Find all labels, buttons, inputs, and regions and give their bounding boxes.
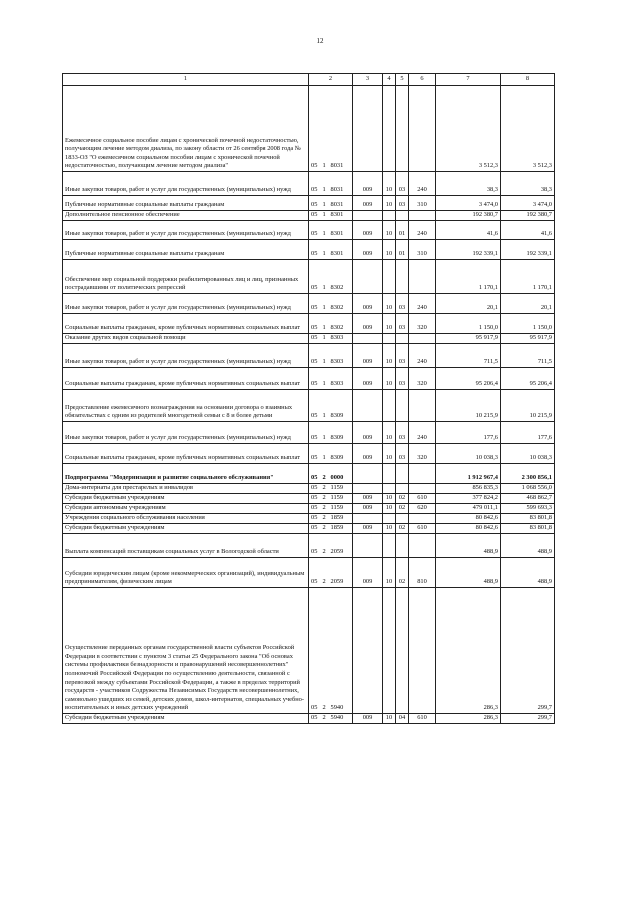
row-section-code: 05: [309, 494, 322, 504]
row-amount-1: 80 842,6: [436, 524, 501, 534]
table-row: [63, 504, 555, 514]
row-amount-1: 95 917,9: [436, 334, 501, 344]
row-amount-2: 10 038,3: [501, 444, 555, 464]
row-section-code: 05: [309, 240, 322, 260]
row-subsection-code: 1: [322, 240, 330, 260]
row-expense-type-code: [409, 260, 436, 294]
row-subchapter-code: [396, 334, 409, 344]
header-cell: 3: [353, 74, 383, 86]
row-amount-1: 286,3: [436, 588, 501, 714]
table-row: [63, 714, 555, 724]
row-amount-1: 10 215,9: [436, 390, 501, 422]
row-chapter-code: [383, 514, 396, 524]
row-section-code: 05: [309, 524, 322, 534]
row-subsection-code: 1: [322, 444, 330, 464]
row-amount-1: 41,6: [436, 221, 501, 240]
row-agency-code: 009: [353, 368, 383, 390]
row-section-code: 05: [309, 260, 322, 294]
header-cell: 7: [436, 74, 501, 86]
row-target-code: 8301: [330, 240, 353, 260]
row-name-cell: Подпрограмма "Модернизация и развитие социального обслуживания": [63, 464, 309, 484]
row-amount-1: 488,9: [436, 558, 501, 588]
row-subchapter-code: 03: [396, 294, 409, 314]
row-subsection-code: 2: [322, 514, 330, 524]
table-row: [63, 314, 555, 334]
row-chapter-code: [383, 260, 396, 294]
row-expense-type-code: 240: [409, 294, 436, 314]
row-subsection-code: 1: [322, 196, 330, 211]
row-amount-1: 3 474,0: [436, 196, 501, 211]
row-chapter-code: 10: [383, 524, 396, 534]
table-header-row: [63, 74, 555, 86]
row-subsection-code: 1: [322, 294, 330, 314]
row-chapter-code: 10: [383, 558, 396, 588]
row-chapter-code: 10: [383, 172, 396, 196]
row-name-cell: Субсидии бюджетным учреждениям: [63, 524, 309, 534]
row-amount-2: 10 215,9: [501, 390, 555, 422]
row-name-cell: Субсидии автономным учреждениям: [63, 504, 309, 514]
row-expense-type-code: 810: [409, 558, 436, 588]
row-expense-type-code: 240: [409, 344, 436, 368]
row-amount-1: 711,5: [436, 344, 501, 368]
row-expense-type-code: [409, 514, 436, 524]
row-subchapter-code: 02: [396, 504, 409, 514]
row-expense-type-code: 320: [409, 444, 436, 464]
row-section-code: 05: [309, 504, 322, 514]
table-row: [63, 334, 555, 344]
row-agency-code: 009: [353, 524, 383, 534]
row-expense-type-code: [409, 86, 436, 172]
row-target-code: 8301: [330, 221, 353, 240]
row-amount-1: 192 380,7: [436, 211, 501, 221]
row-amount-1: 95 206,4: [436, 368, 501, 390]
row-target-code: 8302: [330, 260, 353, 294]
row-chapter-code: 10: [383, 444, 396, 464]
table-row: [63, 390, 555, 422]
row-agency-code: [353, 514, 383, 524]
row-amount-2: 41,6: [501, 221, 555, 240]
row-target-code: 8031: [330, 196, 353, 211]
row-amount-1: 177,6: [436, 422, 501, 444]
row-subchapter-code: 03: [396, 314, 409, 334]
row-chapter-code: 10: [383, 504, 396, 514]
row-subchapter-code: [396, 211, 409, 221]
row-target-code: 1159: [330, 504, 353, 514]
page-number: 12: [316, 37, 324, 45]
row-section-code: 05: [309, 314, 322, 334]
row-section-code: 05: [309, 444, 322, 464]
row-chapter-code: [383, 534, 396, 558]
row-subchapter-code: 03: [396, 444, 409, 464]
row-name-cell: Субсидии юридическим лицам (кроме некоммерческих организаций), индивидуальным предпринимателям, физическим лицам: [63, 558, 309, 588]
row-subsection-code: 2: [322, 714, 330, 724]
row-amount-2: 2 300 856,1: [501, 464, 555, 484]
header-cell: 2: [309, 74, 353, 86]
table-row: [63, 422, 555, 444]
row-name-cell: Учреждения социального обслуживания населения: [63, 514, 309, 524]
row-target-code: 5940: [330, 588, 353, 714]
row-name-cell: Иные закупки товаров, работ и услуг для государственных (муниципальных) нужд: [63, 172, 309, 196]
row-chapter-code: [383, 390, 396, 422]
row-subsection-code: 2: [322, 534, 330, 558]
row-amount-1: 1 912 967,4: [436, 464, 501, 484]
row-amount-2: 1 068 556,0: [501, 484, 555, 494]
row-amount-1: 192 339,1: [436, 240, 501, 260]
row-subsection-code: 1: [322, 86, 330, 172]
table-row: [63, 86, 555, 172]
row-section-code: 05: [309, 368, 322, 390]
row-name-cell: Оказание других видов социальной помощи: [63, 334, 309, 344]
row-name-cell: Социальные выплаты гражданам, кроме публичных нормативных социальных выплат: [63, 368, 309, 390]
row-subsection-code: 1: [322, 211, 330, 221]
header-cell: 6: [409, 74, 436, 86]
table-row: [63, 558, 555, 588]
row-amount-2: 38,3: [501, 172, 555, 196]
row-section-code: 05: [309, 534, 322, 558]
row-chapter-code: 10: [383, 196, 396, 211]
row-agency-code: 009: [353, 494, 383, 504]
table-row: [63, 368, 555, 390]
row-agency-code: 009: [353, 196, 383, 211]
row-agency-code: 009: [353, 558, 383, 588]
row-subchapter-code: 02: [396, 524, 409, 534]
row-expense-type-code: [409, 484, 436, 494]
row-subchapter-code: [396, 260, 409, 294]
budget-table: [62, 73, 555, 724]
row-agency-code: [353, 484, 383, 494]
row-amount-1: 377 824,2: [436, 494, 501, 504]
row-chapter-code: [383, 484, 396, 494]
table-row: [63, 221, 555, 240]
row-subchapter-code: 03: [396, 422, 409, 444]
row-subchapter-code: [396, 86, 409, 172]
row-name-cell: Дополнительное пенсионное обеспечение: [63, 211, 309, 221]
row-target-code: 8031: [330, 172, 353, 196]
row-subsection-code: 1: [322, 172, 330, 196]
row-agency-code: 009: [353, 294, 383, 314]
row-chapter-code: 10: [383, 494, 396, 504]
row-subsection-code: 1: [322, 314, 330, 334]
row-name-cell: Иные закупки товаров, работ и услуг для государственных (муниципальных) нужд: [63, 294, 309, 314]
row-expense-type-code: 320: [409, 314, 436, 334]
row-target-code: 1859: [330, 524, 353, 534]
row-subsection-code: 2: [322, 484, 330, 494]
table-row: [63, 294, 555, 314]
row-agency-code: 009: [353, 504, 383, 514]
row-name-cell: Иные закупки товаров, работ и услуг для государственных (муниципальных) нужд: [63, 221, 309, 240]
row-target-code: 1159: [330, 484, 353, 494]
row-name-cell: Предоставление ежемесячного вознаграждения на основании договора о взаимных обязательствах с одним из родителей многодетной семьи с 8 и более детьми: [63, 390, 309, 422]
table-row: [63, 514, 555, 524]
row-expense-type-code: 310: [409, 240, 436, 260]
row-expense-type-code: 610: [409, 524, 436, 534]
row-subchapter-code: [396, 484, 409, 494]
row-name-cell: Выплата компенсаций поставщикам социальных услуг в Вологодской области: [63, 534, 309, 558]
row-section-code: 05: [309, 211, 322, 221]
row-subchapter-code: 01: [396, 240, 409, 260]
row-expense-type-code: [409, 464, 436, 484]
row-amount-2: 488,9: [501, 534, 555, 558]
row-agency-code: [353, 464, 383, 484]
row-subsection-code: 1: [322, 344, 330, 368]
row-expense-type-code: 610: [409, 494, 436, 504]
row-name-cell: Иные закупки товаров, работ и услуг для государственных (муниципальных) нужд: [63, 344, 309, 368]
row-expense-type-code: [409, 390, 436, 422]
row-subsection-code: 2: [322, 524, 330, 534]
row-amount-1: 488,9: [436, 534, 501, 558]
row-section-code: 05: [309, 464, 322, 484]
row-section-code: 05: [309, 714, 322, 724]
row-subsection-code: 1: [322, 368, 330, 390]
row-subchapter-code: 01: [396, 221, 409, 240]
row-agency-code: [353, 588, 383, 714]
header-cell: 4: [383, 74, 396, 86]
row-target-code: 8031: [330, 86, 353, 172]
row-amount-2: 1 170,1: [501, 260, 555, 294]
row-subchapter-code: [396, 514, 409, 524]
row-target-code: 8303: [330, 344, 353, 368]
row-amount-1: 856 835,3: [436, 484, 501, 494]
row-subchapter-code: 02: [396, 558, 409, 588]
row-section-code: 05: [309, 221, 322, 240]
row-amount-2: 468 862,7: [501, 494, 555, 504]
row-agency-code: [353, 534, 383, 558]
row-subsection-code: 2: [322, 588, 330, 714]
row-chapter-code: 10: [383, 714, 396, 724]
row-agency-code: 009: [353, 422, 383, 444]
row-amount-2: 299,7: [501, 714, 555, 724]
row-target-code: 8302: [330, 294, 353, 314]
row-subchapter-code: 03: [396, 172, 409, 196]
row-target-code: 1159: [330, 494, 353, 504]
row-subsection-code: 2: [322, 558, 330, 588]
row-amount-1: 1 150,0: [436, 314, 501, 334]
row-expense-type-code: [409, 534, 436, 558]
table-row: [63, 534, 555, 558]
row-amount-2: 3 512,3: [501, 86, 555, 172]
row-target-code: 8309: [330, 444, 353, 464]
row-target-code: 8309: [330, 390, 353, 422]
row-expense-type-code: 240: [409, 422, 436, 444]
row-name-cell: Социальные выплаты гражданам, кроме публичных нормативных социальных выплат: [63, 444, 309, 464]
row-amount-2: 711,5: [501, 344, 555, 368]
row-amount-2: 599 693,3: [501, 504, 555, 514]
row-section-code: 05: [309, 344, 322, 368]
row-amount-2: 488,9: [501, 558, 555, 588]
row-section-code: 05: [309, 172, 322, 196]
row-name-cell: Субсидии бюджетным учреждениям: [63, 714, 309, 724]
row-subchapter-code: 04: [396, 714, 409, 724]
row-subsection-code: 2: [322, 504, 330, 514]
row-section-code: 05: [309, 334, 322, 344]
row-target-code: 8303: [330, 334, 353, 344]
table-row: [63, 344, 555, 368]
row-chapter-code: 10: [383, 221, 396, 240]
row-chapter-code: [383, 86, 396, 172]
row-agency-code: 009: [353, 172, 383, 196]
row-subsection-code: 1: [322, 334, 330, 344]
row-agency-code: [353, 211, 383, 221]
row-amount-2: 95 917,9: [501, 334, 555, 344]
row-subchapter-code: [396, 588, 409, 714]
row-amount-1: 10 038,3: [436, 444, 501, 464]
row-amount-2: 299,7: [501, 588, 555, 714]
row-chapter-code: [383, 211, 396, 221]
table-row: [63, 588, 555, 714]
table-row: [63, 211, 555, 221]
row-section-code: 05: [309, 514, 322, 524]
row-amount-1: 3 512,3: [436, 86, 501, 172]
table-row: [63, 484, 555, 494]
row-amount-2: 177,6: [501, 422, 555, 444]
row-target-code: 2059: [330, 558, 353, 588]
header-cell: 1: [63, 74, 309, 86]
row-name-cell: Иные закупки товаров, работ и услуг для государственных (муниципальных) нужд: [63, 422, 309, 444]
row-agency-code: [353, 334, 383, 344]
row-chapter-code: [383, 588, 396, 714]
row-section-code: 05: [309, 422, 322, 444]
row-subchapter-code: 03: [396, 196, 409, 211]
header-cell: 5: [396, 74, 409, 86]
row-name-cell: Дома-интернаты для престарелых и инвалидов: [63, 484, 309, 494]
row-subchapter-code: 03: [396, 368, 409, 390]
row-subchapter-code: [396, 390, 409, 422]
row-chapter-code: 10: [383, 314, 396, 334]
row-target-code: 8309: [330, 422, 353, 444]
row-subchapter-code: 03: [396, 344, 409, 368]
row-expense-type-code: [409, 334, 436, 344]
row-amount-1: 38,3: [436, 172, 501, 196]
row-subchapter-code: 02: [396, 494, 409, 504]
row-agency-code: 009: [353, 444, 383, 464]
row-agency-code: 009: [353, 314, 383, 334]
row-subsection-code: 1: [322, 390, 330, 422]
row-expense-type-code: [409, 588, 436, 714]
row-name-cell: Осуществление переданных органам государственной власти субъектов Российской Федерации в соответствии с пунктом 3 статьи 25 Федерального закона "Об основах системы профилактики безнадзорности и правонарушений несовершеннолетних" полномочий Российской Федерации по осуществлению деятельности, связанной с перевозкой между субъектами Российской Федерации, а также в пределах территорий государств - участников Содружества Независимых Государств несовершеннолетних, самовольно ушедших из семей, детских домов, школ-интернатов, специальных учебно-воспитательных и иных детских учреждений: [63, 588, 309, 714]
row-subsection-code: 2: [322, 494, 330, 504]
row-agency-code: 009: [353, 344, 383, 368]
row-amount-1: 286,3: [436, 714, 501, 724]
row-expense-type-code: 310: [409, 196, 436, 211]
row-amount-1: 479 011,1: [436, 504, 501, 514]
row-subsection-code: 1: [322, 422, 330, 444]
row-chapter-code: 10: [383, 344, 396, 368]
row-chapter-code: 10: [383, 422, 396, 444]
table-row: [63, 260, 555, 294]
table-row: [63, 444, 555, 464]
row-target-code: 1859: [330, 514, 353, 524]
row-subchapter-code: [396, 464, 409, 484]
row-amount-2: 95 206,4: [501, 368, 555, 390]
row-expense-type-code: 610: [409, 714, 436, 724]
row-agency-code: 009: [353, 714, 383, 724]
row-target-code: 5940: [330, 714, 353, 724]
row-agency-code: 009: [353, 221, 383, 240]
row-chapter-code: [383, 464, 396, 484]
row-expense-type-code: 240: [409, 172, 436, 196]
row-name-cell: Субсидии бюджетным учреждениям: [63, 494, 309, 504]
row-agency-code: 009: [353, 240, 383, 260]
row-section-code: 05: [309, 86, 322, 172]
row-chapter-code: 10: [383, 368, 396, 390]
row-name-cell: Социальные выплаты гражданам, кроме публичных нормативных социальных выплат: [63, 314, 309, 334]
row-section-code: 05: [309, 558, 322, 588]
table-row: [63, 172, 555, 196]
row-subsection-code: 1: [322, 221, 330, 240]
row-section-code: 05: [309, 294, 322, 314]
row-name-cell: Ежемесячное социальное пособие лицам с хронической почечной недостаточностью, получающим лечение методом диализа, по закону области от 26 сентября 2008 года № 1833-ОЗ "О ежемесячном социальном пособии лицам с хронической почечной недостаточностью, получающим лечение методом диализа": [63, 86, 309, 172]
row-amount-1: 80 842,6: [436, 514, 501, 524]
row-target-code: 8301: [330, 211, 353, 221]
row-chapter-code: 10: [383, 294, 396, 314]
row-section-code: 05: [309, 484, 322, 494]
row-agency-code: [353, 390, 383, 422]
row-expense-type-code: 240: [409, 221, 436, 240]
table-row: [63, 464, 555, 484]
row-amount-2: 1 150,0: [501, 314, 555, 334]
row-amount-2: 83 801,8: [501, 524, 555, 534]
row-chapter-code: 10: [383, 240, 396, 260]
row-target-code: 0000: [330, 464, 353, 484]
table-row: [63, 196, 555, 211]
row-amount-2: 192 380,7: [501, 211, 555, 221]
table-row: [63, 524, 555, 534]
row-subchapter-code: [396, 534, 409, 558]
row-amount-2: 20,1: [501, 294, 555, 314]
row-name-cell: Публичные нормативные социальные выплаты гражданам: [63, 196, 309, 211]
row-section-code: 05: [309, 588, 322, 714]
row-amount-2: 83 801,8: [501, 514, 555, 524]
row-section-code: 05: [309, 390, 322, 422]
row-subsection-code: 2: [322, 464, 330, 484]
row-expense-type-code: 620: [409, 504, 436, 514]
row-target-code: 8302: [330, 314, 353, 334]
row-expense-type-code: [409, 211, 436, 221]
header-cell: 8: [501, 74, 555, 86]
row-agency-code: [353, 260, 383, 294]
row-name-cell: Обеспечение мер социальной поддержки реабилитированных лиц и лиц, признанных пострадавшими от политических репрессий: [63, 260, 309, 294]
row-amount-1: 1 170,1: [436, 260, 501, 294]
row-amount-1: 20,1: [436, 294, 501, 314]
row-target-code: 8303: [330, 368, 353, 390]
row-amount-2: 192 339,1: [501, 240, 555, 260]
table-row: [63, 240, 555, 260]
row-chapter-code: [383, 334, 396, 344]
row-expense-type-code: 320: [409, 368, 436, 390]
row-amount-2: 3 474,0: [501, 196, 555, 211]
row-agency-code: [353, 86, 383, 172]
row-target-code: 2059: [330, 534, 353, 558]
row-subsection-code: 1: [322, 260, 330, 294]
row-name-cell: Публичные нормативные социальные выплаты гражданам: [63, 240, 309, 260]
row-section-code: 05: [309, 196, 322, 211]
table-row: [63, 494, 555, 504]
